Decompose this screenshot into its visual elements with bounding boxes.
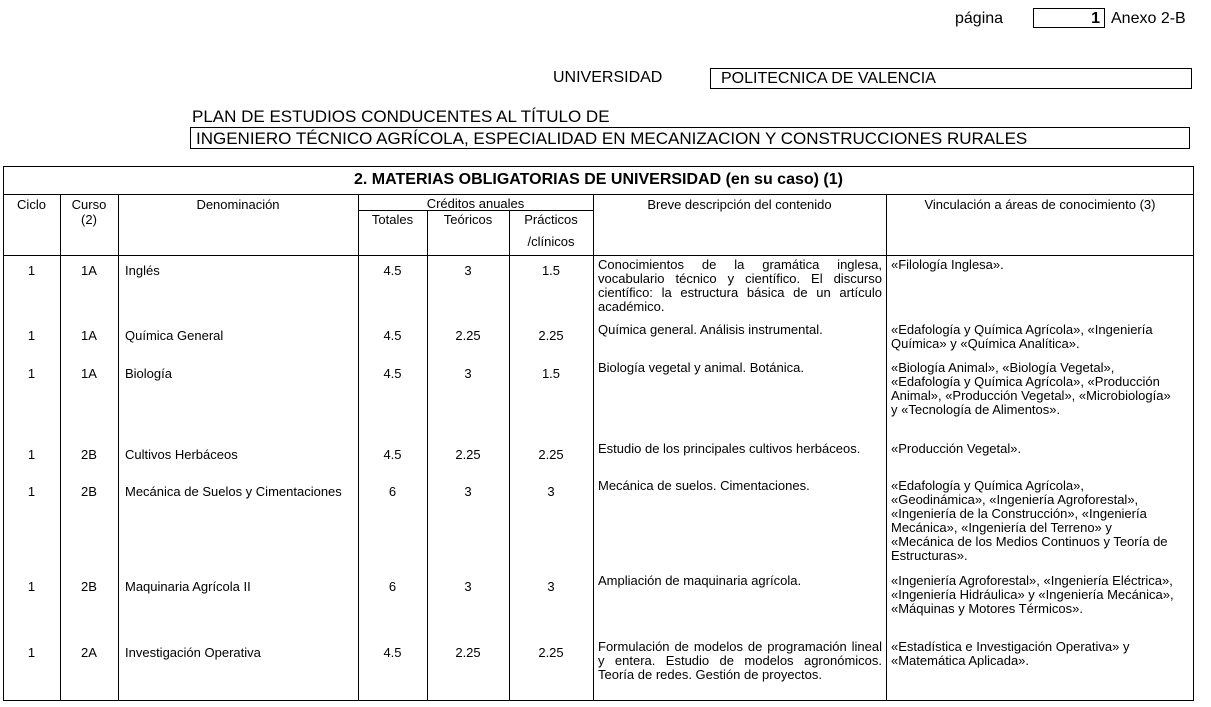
cell-ciclo: 1 [27,366,36,381]
cell-teoricos: 3 [464,484,472,499]
cell-ciclo: 1 [27,579,36,594]
cell-practicos: 2.25 [538,645,564,660]
cell-denominacion: Biología [125,366,172,381]
cell-totales: 4.5 [383,645,402,660]
cell-curso: 1A [81,328,97,343]
cell-ciclo: 1 [27,263,36,278]
cell-curso: 2A [81,645,97,660]
cell-curso: 1A [81,263,97,278]
cell-ciclo: 1 [27,484,36,499]
header-bottom-line [3,255,1194,256]
cell-vinculacion: «Filología Inglesa». [891,257,1004,272]
cell-curso: 2B [81,484,97,499]
cell-curso: 1A [81,366,97,381]
cell-practicos: 2.25 [538,447,564,462]
col-ciclo: Ciclo [17,197,46,212]
cell-descripcion: Química general. Análisis instrumental. [598,322,823,337]
cell-practicos: 1.5 [541,366,561,381]
plan-label: PLAN DE ESTUDIOS CONDUCENTES AL TÍTULO DE [192,107,610,126]
cell-totales: 6 [388,484,397,499]
cell-practicos: 2.25 [538,328,564,343]
cell-totales: 4.5 [383,328,402,343]
cell-totales: 4.5 [383,366,402,381]
cell-teoricos: 2.25 [455,328,481,343]
cell-vinculacion: «Estadística e Investigación Operativa» y «Matemática Aplicada». [891,639,1130,668]
annex-label: Anexo 2-B [1111,10,1186,27]
cell-denominacion: Inglés [125,263,160,278]
cell-descripcion: Mecánica de suelos. Cimentaciones. [598,478,810,493]
col-denominacion: Denominación [196,197,280,212]
cell-teoricos: 3 [464,263,472,278]
col-curso-note: (2) [81,212,97,227]
column-divider [118,195,119,701]
cell-descripcion: Biología vegetal y animal. Botánica. [598,360,804,375]
col-vinculacion: Vinculación a áreas de conocimiento (3) [924,197,1156,212]
cell-denominacion: Química General [125,328,224,343]
cell-vinculacion: «Producción Vegetal». [891,441,1022,456]
cell-totales: 4.5 [383,447,402,462]
section-title: 2. MATERIAS OBLIGATORIAS DE UNIVERSIDAD (en su caso) (1) [3,166,1194,195]
cell-practicos: 3 [547,579,555,594]
cell-curso: 2B [81,447,97,462]
cell-denominacion: Investigación Operativa [125,645,261,660]
cell-ciclo: 1 [27,447,36,462]
cell-teoricos: 2.25 [455,447,481,462]
cell-vinculacion: «Edafología y Química Agrícola», «Geodinámica», «Ingeniería Agroforestal», «Ingeniería de la Construcción», «Ingeniería Mecánica», «Ingeniería del Terreno» y «Mecánica de los Medios Continuos y Teoría de Estructuras». [891,478,1168,563]
subjects-table [3,166,1194,701]
col-clinicos: /clínicos [527,234,575,249]
column-divider [593,195,594,701]
cell-denominacion: Mecánica de Suelos y Cimentaciones [125,484,342,499]
cell-denominacion: Cultivos Herbáceos [125,447,238,462]
cell-practicos: 3 [547,484,555,499]
cell-vinculacion: «Ingeniería Agroforestal», «Ingeniería Eléctrica», «Ingeniería Hidráulica» y «Ingeniería Mecánica», «Máquinas y Motores Térmicos». [891,573,1174,616]
cell-totales: 4.5 [383,263,402,278]
col-teoricos: Teóricos [443,212,493,227]
cell-denominacion: Maquinaria Agrícola II [125,579,251,594]
cell-vinculacion: «Biología Animal», «Biología Vegetal», «Edafología y Química Agrícola», «Producción Animal», «Producción Vegetal», «Microbiología» y «Tecnología de Alimentos». [891,360,1171,417]
universidad-label: UNIVERSIDAD [553,69,663,86]
cell-ciclo: 1 [27,645,36,660]
cell-teoricos: 2.25 [455,645,481,660]
cell-teoricos: 3 [464,366,472,381]
col-practicos: Prácticos [524,212,578,227]
cell-vinculacion: «Edafología y Química Agrícola», «Ingeniería Química» y «Química Analítica». [891,322,1153,351]
universidad-name: POLITECNICA DE VALENCIA [710,68,1192,89]
col-totales: Totales [371,212,414,227]
cell-curso: 2B [81,579,97,594]
cell-teoricos: 3 [464,579,472,594]
column-divider [886,195,887,701]
cell-ciclo: 1 [27,328,36,343]
degree-title: INGENIERO TÉCNICO AGRÍCOLA, ESPECIALIDAD EN MECANIZACION Y CONSTRUCCIONES RURALES [190,127,1190,149]
cell-descripcion: Formulación de modelos de programación lineal y entera. Estudio de modelos agronómicos. Teoría de redes. Gestión de proyectos. [598,639,882,682]
col-creditos: Créditos anuales [426,196,525,211]
cell-descripcion: Ampliación de maquinaria agrícola. [598,573,802,588]
cell-totales: 6 [388,579,397,594]
pagina-label: página [955,10,1004,27]
col-descripcion: Breve descripción del contenido [647,197,832,212]
col-curso: Curso [71,197,107,212]
cell-practicos: 1.5 [541,263,561,278]
cell-descripcion: Estudio de los principales cultivos herbáceos. [598,441,861,456]
cell-descripcion: Conocimientos de la gramática inglesa, vocabulario técnico y científico. El discurso científico: la estructura básica de un artículo académico. [598,257,882,314]
pagina-number: 1 [1033,8,1105,28]
